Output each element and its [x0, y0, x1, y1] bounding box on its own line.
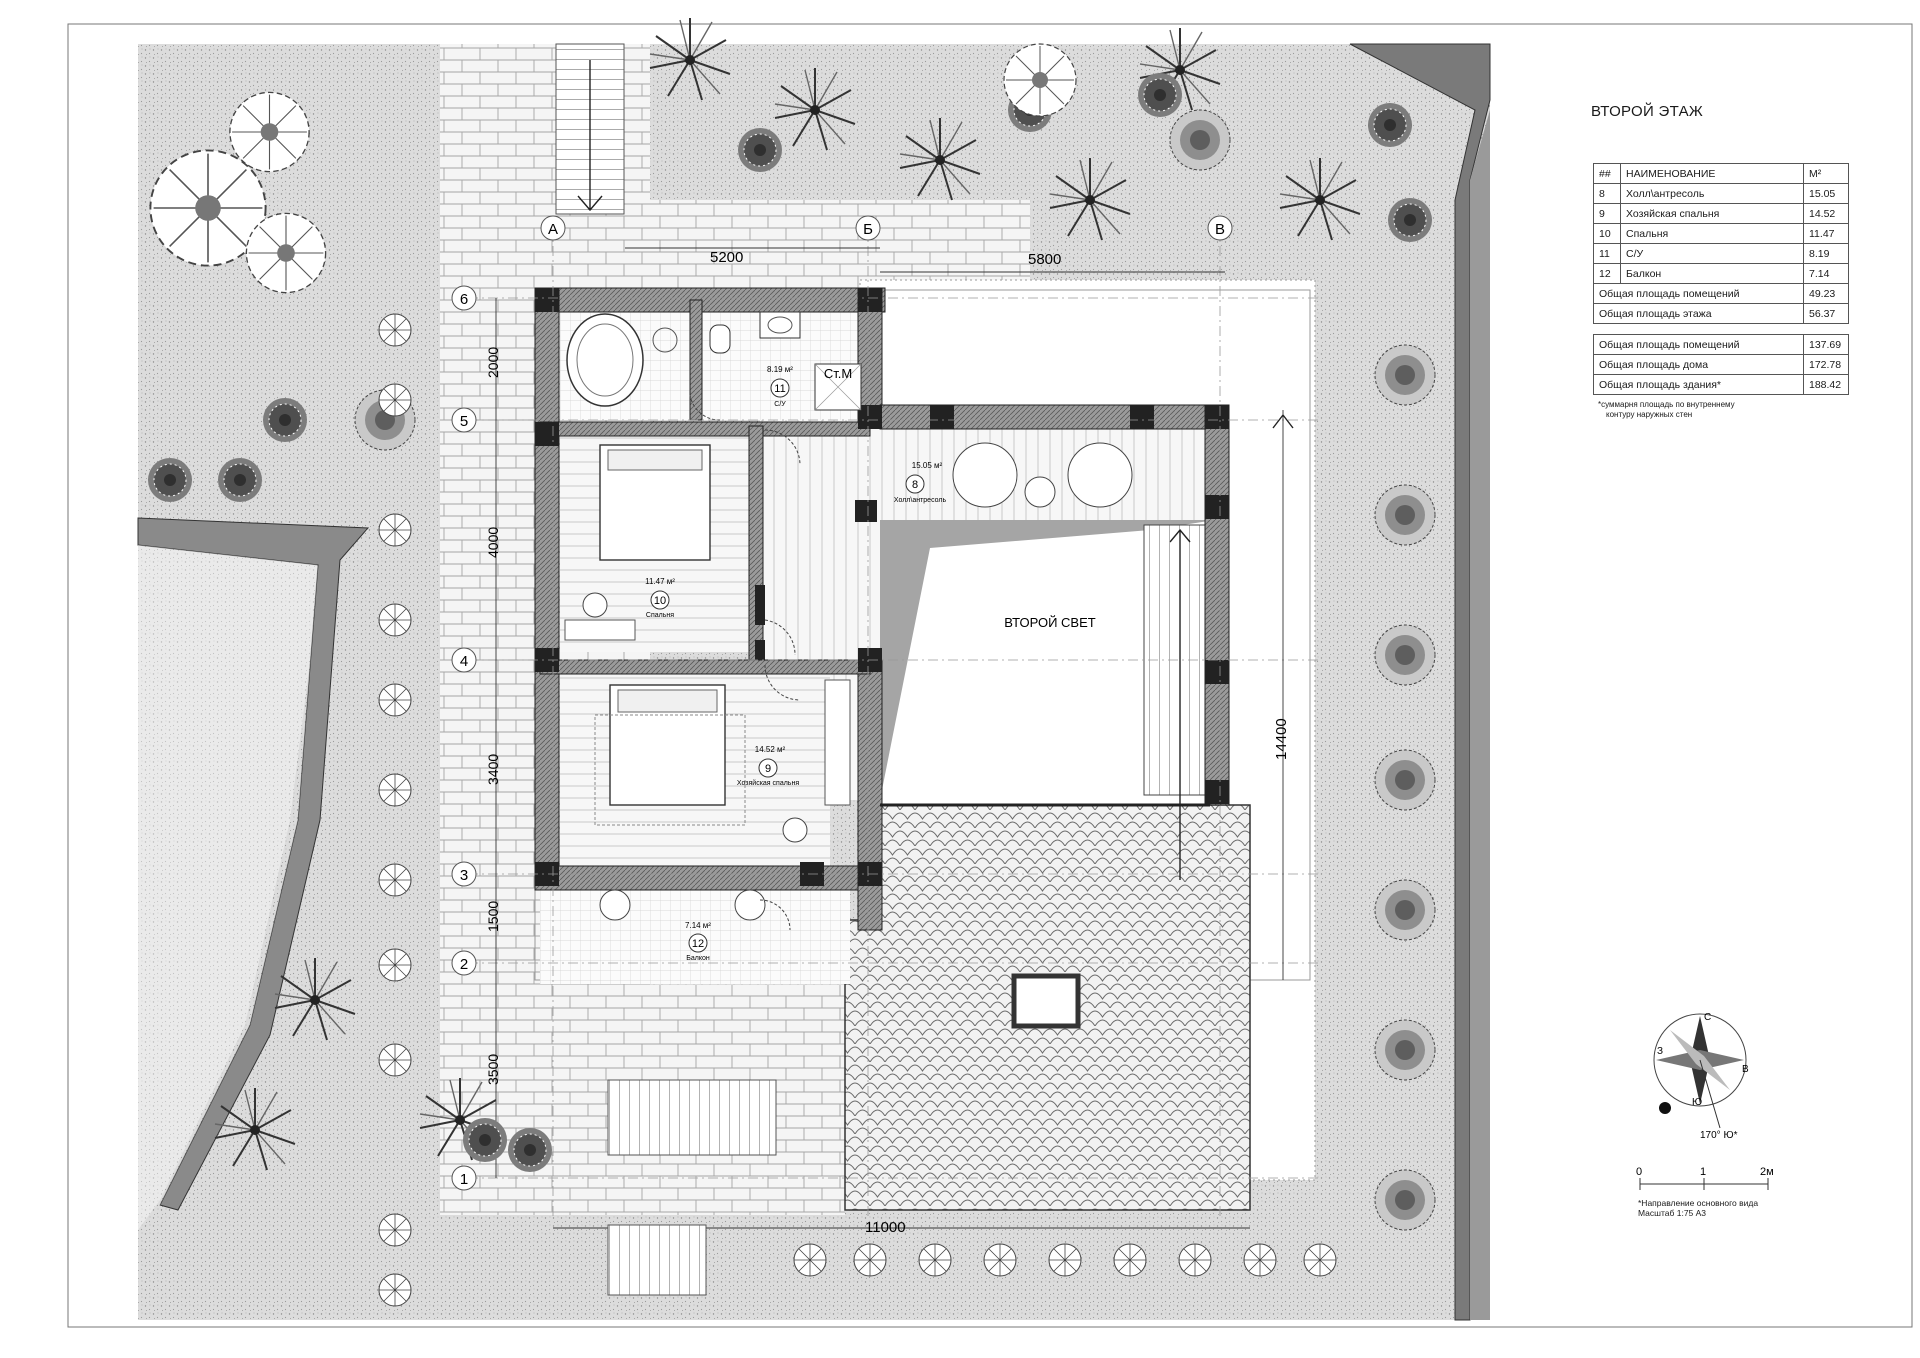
axis-label-5: 5: [459, 413, 469, 430]
room-hall-area: 15.05 м²: [911, 461, 943, 470]
axis-label-a: А: [547, 221, 559, 238]
roof-skylight: [1014, 976, 1078, 1026]
axis-marker-6: [452, 286, 476, 310]
axis-label-4: 4: [459, 653, 469, 670]
scale-note-line: Масштаб 1:75 А3: [1638, 1208, 1707, 1218]
axis-label-6: 6: [459, 291, 469, 308]
dim-5800: 5800: [1028, 251, 1062, 268]
room-balcony-name: Балкон: [686, 955, 710, 962]
row-num: 10: [1594, 224, 1621, 244]
header-name: НАИМЕНОВАНИЕ: [1621, 164, 1804, 184]
total-label: Общая площадь дома: [1594, 355, 1804, 375]
room-balcony-num: 12: [691, 938, 705, 950]
house-area-table: [1593, 334, 1849, 395]
compass-sun: [1659, 1102, 1671, 1114]
table-row: [1594, 184, 1849, 204]
room-bedroom-num: 10: [653, 595, 667, 607]
axis-label-2: 2: [459, 956, 469, 973]
dim-4000: 4000: [485, 526, 501, 558]
total-label: Общая площадь здания*: [1594, 375, 1804, 395]
axis-label-3: 3: [459, 867, 469, 884]
table-total-row: [1594, 304, 1849, 324]
second-light-label: ВТОРОЙ СВЕТ: [1004, 615, 1096, 630]
axis-marker-5: [452, 408, 476, 432]
footnote-line: *суммарня площадь по внутреннему: [1598, 400, 1735, 409]
hall-armchair-1: [953, 443, 1017, 507]
total-value: 188.42: [1804, 375, 1849, 395]
table-row: [1594, 224, 1849, 244]
total-label: Общая площадь помещений: [1594, 284, 1804, 304]
room-master-num: 9: [764, 763, 772, 775]
axis-label-b: Б: [863, 221, 873, 238]
chair-master: [783, 818, 807, 842]
row-area: 8.19: [1804, 244, 1849, 264]
axis-label-v: В: [1214, 221, 1226, 238]
scale-2: 2м: [1760, 1166, 1774, 1178]
total-value: 49.23: [1804, 284, 1849, 304]
dim-11000: 11000: [865, 1219, 906, 1236]
dim-5200: 5200: [710, 249, 744, 266]
row-name: С/У: [1621, 244, 1804, 264]
footnote: [1598, 400, 1798, 420]
toilet: [710, 325, 730, 353]
chair-bedroom: [583, 593, 607, 617]
total-label: Общая площадь помещений: [1594, 335, 1804, 355]
hall-armchair-2: [1068, 443, 1132, 507]
dim-14400: 14400: [1273, 718, 1290, 760]
scale-note-line: *Направление основного вида: [1638, 1198, 1759, 1208]
balcony-chair-1: [600, 890, 630, 920]
row-area: 14.52: [1804, 204, 1849, 224]
compass-north: С: [1704, 1012, 1712, 1023]
room-wc-num: 11: [774, 383, 786, 395]
total-value: 172.78: [1804, 355, 1849, 375]
table-row: [1594, 375, 1849, 395]
row-num: 9: [1594, 204, 1621, 224]
row-area: 7.14: [1804, 264, 1849, 284]
bathtub: [567, 314, 643, 406]
scale-note: [1638, 1198, 1808, 1218]
compass-east: В: [1742, 1064, 1749, 1075]
room-master-area: 14.52 м²: [754, 745, 786, 754]
row-num: 11: [1594, 244, 1621, 264]
header-num: ##: [1594, 164, 1621, 184]
header-area: М²: [1804, 164, 1849, 184]
table-total-row: [1594, 284, 1849, 304]
table-row: [1594, 355, 1849, 375]
scale-1: 1: [1700, 1166, 1707, 1178]
desk: [565, 620, 635, 640]
wardrobe: [825, 680, 850, 805]
floor-title: ВТОРОЙ ЭТАЖ: [1591, 103, 1704, 120]
row-num: 8: [1594, 184, 1621, 204]
axis-marker-v: [1208, 216, 1232, 240]
axis-marker-4: [452, 648, 476, 672]
total-label: Общая площадь этажа: [1594, 304, 1804, 324]
scale-0: 0: [1636, 1166, 1643, 1178]
shaft-label: Ст.М: [823, 366, 853, 381]
compass-south: Ю: [1692, 1097, 1703, 1108]
garden-stair-1: [608, 1080, 776, 1155]
table-row: [1594, 204, 1849, 224]
row-name: Хозяйская спальня: [1621, 204, 1804, 224]
axis-marker-b: [856, 216, 880, 240]
room-wc-area: 8.19 м²: [767, 365, 793, 374]
table-header: [1594, 164, 1849, 184]
axis-marker-2: [452, 951, 476, 975]
room-bedroom-area: 11.47 м²: [645, 577, 675, 586]
axis-marker-3: [452, 862, 476, 886]
washbasin: [760, 312, 800, 338]
room-balcony-area: 7.14 м²: [685, 921, 711, 930]
table-row: [1594, 264, 1849, 284]
footnote-line: контуру наружных стен: [1606, 410, 1693, 419]
axis-marker-1: [452, 1166, 476, 1190]
garden-stair-2: [608, 1225, 706, 1295]
total-value: 137.69: [1804, 335, 1849, 355]
bed-pillows-2: [618, 690, 717, 712]
room-wc-name: С/У: [774, 401, 786, 408]
bed-pillows-1: [608, 450, 702, 470]
row-name: Балкон: [1621, 264, 1804, 284]
room-hall-num: 8: [911, 479, 919, 491]
row-num: 12: [1594, 264, 1621, 284]
total-value: 56.37: [1804, 304, 1849, 324]
floor-area-table: [1593, 163, 1849, 324]
row-name: Спальня: [1621, 224, 1804, 244]
dim-2000: 2000: [485, 346, 501, 378]
room-bedroom-name: Спальня: [645, 612, 675, 619]
room-hall-name: Холл\антресоль: [893, 497, 947, 504]
hall-table: [1025, 477, 1055, 507]
dim-3500: 3500: [485, 1053, 501, 1085]
axis-marker-a: [541, 216, 565, 240]
compass-west: З: [1657, 1046, 1664, 1057]
table-row: [1594, 335, 1849, 355]
room-master-name: Хозяйская спальня: [736, 780, 800, 787]
row-name: Холл\антресоль: [1621, 184, 1804, 204]
row-area: 15.05: [1804, 184, 1849, 204]
table-row: [1594, 244, 1849, 264]
dim-1500: 1500: [485, 900, 501, 932]
balcony-chair-2: [735, 890, 765, 920]
axis-label-1: 1: [459, 1171, 469, 1188]
dim-3400: 3400: [485, 753, 501, 785]
row-area: 11.47: [1804, 224, 1849, 244]
compass-angle: 170° Ю*: [1700, 1130, 1738, 1141]
road-right: [1470, 110, 1490, 1320]
